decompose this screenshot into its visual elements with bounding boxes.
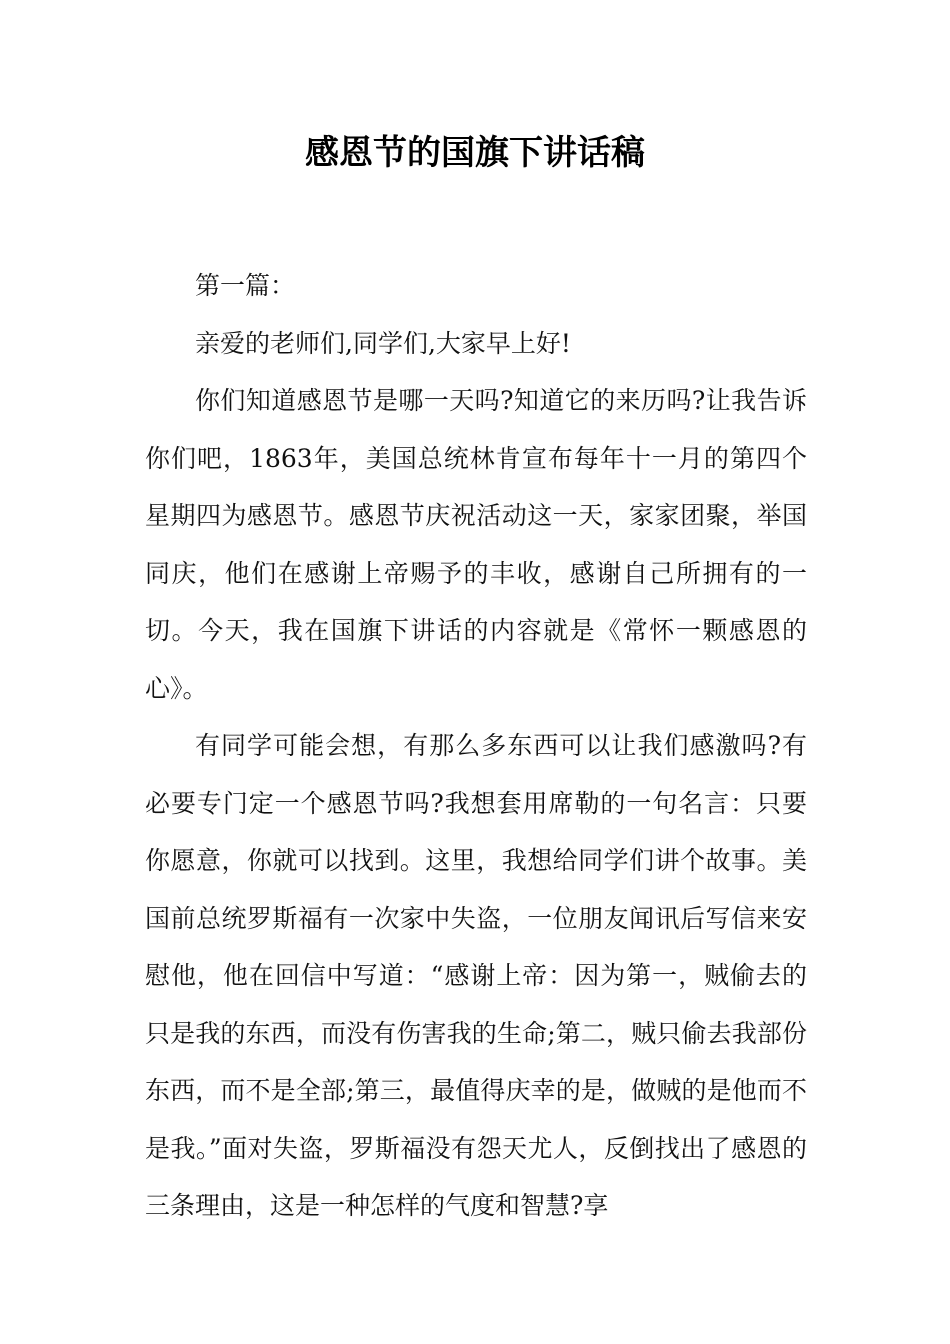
body-paragraph-1: 你们知道感恩节是哪一天吗?知道它的来历吗?让我告诉你们吧，1863年，美国总统林肯宣布每年十一月的第四个星期四为感恩节。感恩节庆祝活动这一天，家家团聚，举国同庆，他们在感谢上帝赐予的丰收，感谢自己所拥有的一切。今天，我在国旗下讲话的内容就是《常怀一颗感恩的心》。: [145, 386, 807, 703]
document-title: 感恩节的国旗下讲话稿: [305, 133, 645, 173]
section-heading: 第一篇：: [195, 271, 296, 300]
body-paragraph-2: 有同学可能会想，有那么多东西可以让我们感激吗?有必要专门定一个感恩节吗?我想套用席勒的一句名言：只要你愿意，你就可以找到。这里，我想给同学们讲个故事。美国前总统罗斯福有一次家中失盗，一位朋友闻讯后写信来安慰他，他在回信中写道：“感谢上帝：因为第一，贼偷去的只是我的东西，而没有伤害我的生命;第二，贼只偷去我部份东西，而不是全部;第三，最值得庆幸的是，做贼的是他而不是我。”面对失盗，罗斯福没有怨天尤人，反倒找出了感恩的三条理由，这是一种怎样的气度和智慧?享: [145, 731, 807, 1220]
greeting-paragraph: 亲爱的老师们,同学们,大家早上好!: [195, 328, 571, 358]
document-body: [145, 257, 807, 1235]
